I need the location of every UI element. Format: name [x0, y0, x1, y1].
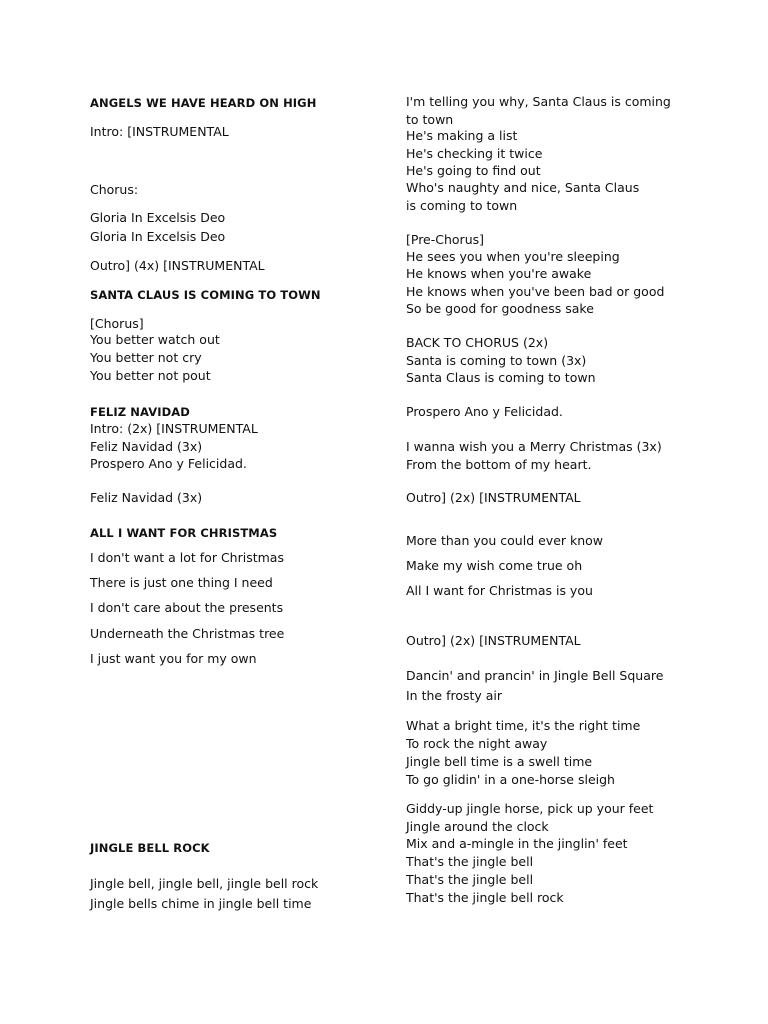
- lyric-line: There is just one thing I need: [90, 575, 273, 590]
- lyric-line: Gloria In Excelsis Deo: [90, 229, 226, 244]
- lyric-line: What a bright time, it's the right time: [406, 718, 641, 733]
- song-title-alliwant: ALL I WANT FOR CHRISTMAS: [90, 526, 278, 540]
- lyric-line: All I want for Christmas is you: [406, 583, 593, 598]
- lyric-line: Intro: [INSTRUMENTAL: [90, 124, 229, 139]
- lyric-line: Prospero Ano y Felicidad.: [406, 404, 563, 419]
- lyric-line: Jingle bell, jingle bell, jingle bell rock: [90, 876, 319, 891]
- lyric-line: To go glidin' in a one-horse sleigh: [406, 772, 615, 787]
- lyric-line: So be good for goodness sake: [406, 301, 594, 316]
- lyric-line: BACK TO CHORUS (2x): [406, 335, 549, 350]
- lyric-line: That's the jingle bell rock: [406, 890, 564, 905]
- lyric-line: Feliz Navidad (3x): [90, 439, 203, 454]
- lyric-line: Outro] (2x) [INSTRUMENTAL: [406, 633, 581, 648]
- lyric-line: Outro] (2x) [INSTRUMENTAL: [406, 490, 581, 505]
- lyric-line: Outro] (4x) [INSTRUMENTAL: [90, 258, 265, 273]
- lyric-line: Jingle around the clock: [406, 819, 549, 834]
- song-title-santa: SANTA CLAUS IS COMING TO TOWN: [90, 288, 321, 302]
- lyric-line: Giddy-up jingle horse, pick up your feet: [406, 801, 654, 816]
- lyric-line: [Pre-Chorus]: [406, 232, 485, 247]
- lyric-line: Who's naughty and nice, Santa Claus is coming to town: [406, 180, 640, 213]
- lyric-line: He knows when you've been bad or good: [406, 284, 665, 299]
- lyric-line: [Chorus]: [90, 316, 144, 331]
- lyric-line: From the bottom of my heart.: [406, 457, 592, 472]
- lyric-line: That's the jingle bell: [406, 872, 534, 887]
- lyric-line: Jingle bell time is a swell time: [406, 754, 593, 769]
- lyric-line: I wanna wish you a Merry Christmas (3x): [406, 439, 662, 454]
- lyric-line: That's the jingle bell: [406, 854, 534, 869]
- lyric-line: He's checking it twice: [406, 146, 543, 161]
- lyric-line: Feliz Navidad (3x): [90, 490, 203, 505]
- lyric-line: Gloria In Excelsis Deo: [90, 210, 226, 225]
- lyric-line: You better watch out: [90, 332, 220, 347]
- lyric-line: To rock the night away: [406, 736, 548, 751]
- lyric-line: Mix and a-mingle in the jinglin' feet: [406, 836, 628, 851]
- lyric-line: Prospero Ano y Felicidad.: [90, 456, 247, 471]
- lyric-line: Dancin' and prancin' in Jingle Bell Square: [406, 668, 664, 683]
- lyric-line: Make my wish come true oh: [406, 558, 583, 573]
- lyric-line: He knows when you're awake: [406, 266, 592, 281]
- lyric-line: Santa Claus is coming to town: [406, 370, 596, 385]
- lyric-line: More than you could ever know: [406, 533, 604, 548]
- song-title-jingle: JINGLE BELL ROCK: [90, 841, 210, 855]
- lyric-line: You better not cry: [90, 350, 202, 365]
- lyric-line: He's making a list: [406, 128, 518, 143]
- lyric-line: He sees you when you're sleeping: [406, 249, 620, 264]
- lyric-line: In the frosty air: [406, 688, 503, 703]
- lyric-line: Santa is coming to town (3x): [406, 353, 587, 368]
- lyric-line: Chorus:: [90, 182, 139, 197]
- song-title-angels: ANGELS WE HAVE HEARD ON HIGH: [90, 96, 317, 110]
- lyric-line: I'm telling you why, Santa Claus is coming to town: [406, 94, 671, 127]
- lyric-line: I just want you for my own: [90, 651, 257, 666]
- lyric-line: You better not pout: [90, 368, 211, 383]
- lyric-line: I don't care about the presents: [90, 600, 284, 615]
- song-title-feliz: FELIZ NAVIDAD: [90, 405, 190, 419]
- lyric-line: Jingle bells chime in jingle bell time: [90, 896, 312, 911]
- lyric-line: Intro: (2x) [INSTRUMENTAL: [90, 421, 258, 436]
- lyric-line: He's going to find out: [406, 163, 541, 178]
- lyric-line: I don't want a lot for Christmas: [90, 550, 284, 565]
- lyric-line: Underneath the Christmas tree: [90, 626, 285, 641]
